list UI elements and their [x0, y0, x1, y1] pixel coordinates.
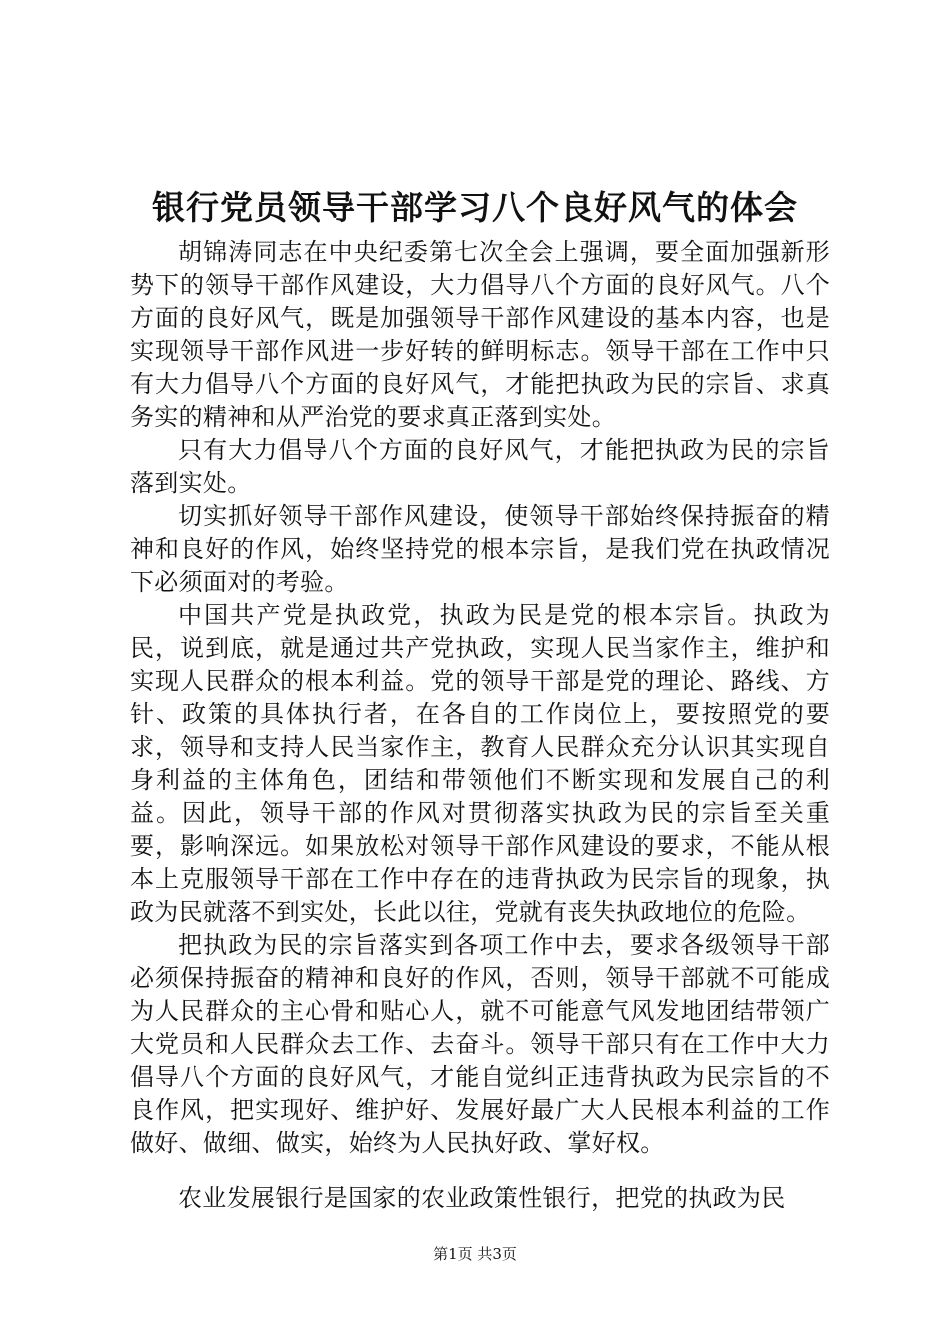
document-body [130, 236, 830, 1215]
paragraph-4: 中国共产党是执政党，执政为民是党的根本宗旨。执政为民，说到底，就是通过共产党执政，实现人民当家作主，维护和实现人民群众的根本利益。党的领导干部是党的理论、路线、方针、政策的具体执行者，在各自的工作岗位上，要按照党的要求，领导和支持人民当家作主，教育人民群众充分认识其实现自身利益的主体角色，团结和带领他们不断实现和发展自己的利益。因此，领导干部的作风对贯彻落实执政为民的宗旨至关重要，影响深远。如果放松对领导干部作风建设的要求，不能从根本上克服领导干部在工作中存在的违背执政为民宗旨的现象，执政为民就落不到实处，长此以往，党就有丧失执政地位的危险。 [130, 601, 830, 926]
document-title: 银行党员领导干部学习八个良好风气的体会 [152, 188, 798, 227]
paragraph-6: 农业发展银行是国家的农业政策性银行，把党的执政为民 [178, 1184, 786, 1212]
paragraph-1: 胡锦涛同志在中央纪委第七次全会上强调，要全面加强新形势下的领导干部作风建设，大力倡导八个方面的良好风气。八个方面的良好风气，既是加强领导干部作风建设的基本内容，也是实现领导干部作风进一步好转的鲜明标志。领导干部在工作中只有大力倡导八个方面的良好风气，才能把执政为民的宗旨、求真务实的精神和从严治党的要求真正落到实处。 [130, 238, 830, 431]
paragraph-3: 切实抓好领导干部作风建设，使领导干部始终保持振奋的精神和良好的作风，始终坚持党的根本宗旨，是我们党在执政情况下必须面对的考验。 [130, 502, 830, 596]
paragraph-5: 把执政为民的宗旨落实到各项工作中去，要求各级领导干部必须保持振奋的精神和良好的作风，否则，领导干部就不可能成为人民群众的主心骨和贴心人，就不可能意气风发地团结带领广大党员和人民群众去工作、去奋斗。领导干部只有在工作中大力倡导八个方面的良好风气，才能自觉纠正违背执政为民宗旨的不良作风，把实现好、维护好、发展好最广大人民根本利益的工作做好、做细、做实，始终为人民执好政、掌好权。 [130, 931, 830, 1157]
paragraph-2: 只有大力倡导八个方面的良好风气，才能把执政为民的宗旨落到实处。 [130, 436, 830, 497]
page-number-footer: 第1页 共3页 [433, 1245, 517, 1263]
